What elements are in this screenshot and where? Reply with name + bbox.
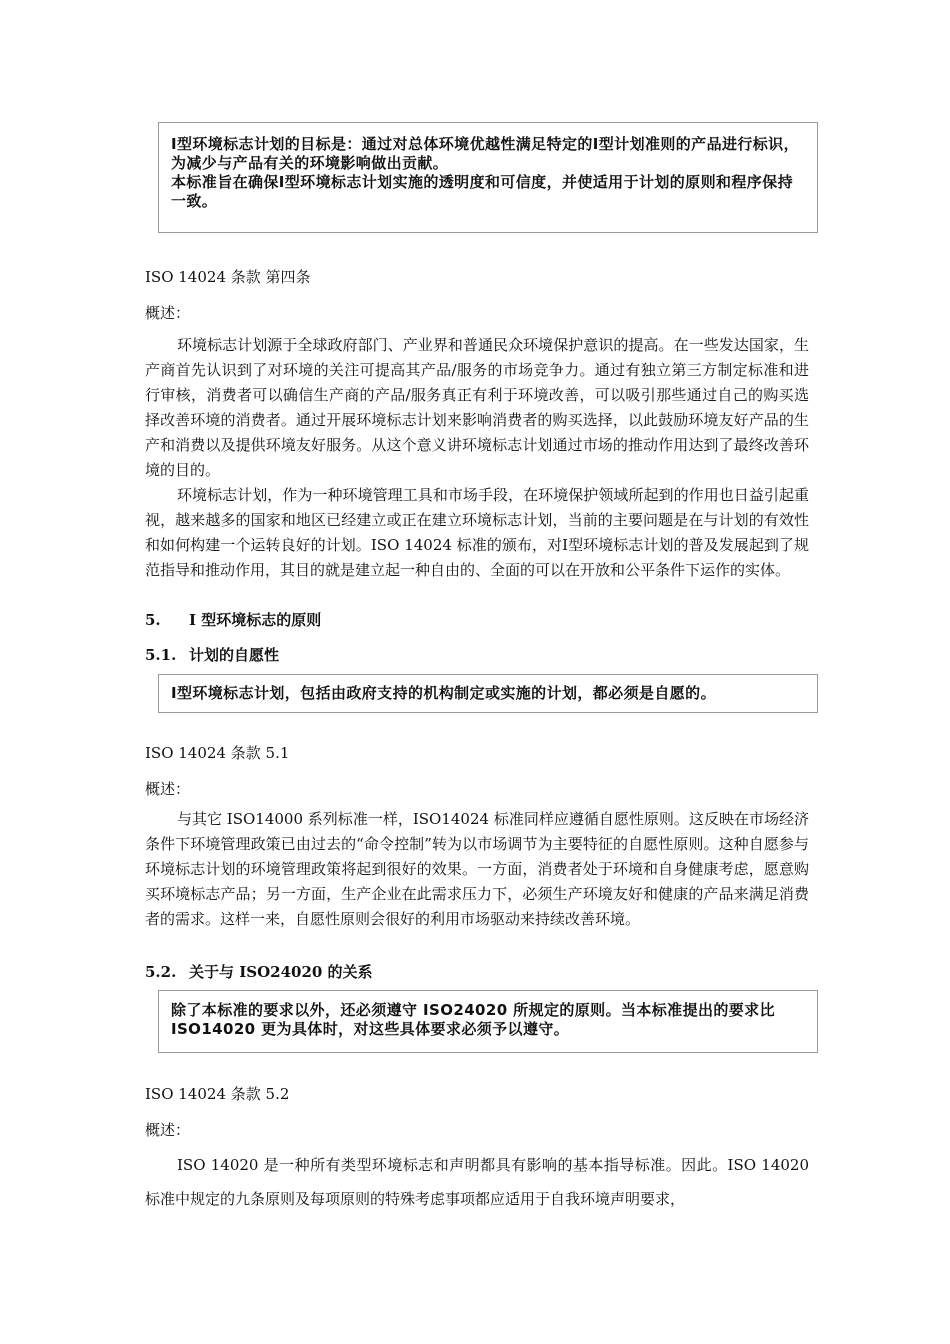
section-heading-5-2: [145, 961, 373, 982]
section-title: 计划的自愿性: [189, 646, 280, 664]
clause-reference-5-1: ISO 14024 条款 5.1: [145, 744, 290, 762]
overview-paragraph-4: ISO 14020 是一种所有类型环境标志和声明都具有影响的基本指导标准。因此。ISO 14020 标准中规定的九条原则及每项原则的特殊考虑事项都应适用于自我环境声明要求，: [145, 1156, 809, 1208]
section-heading-5: [145, 609, 321, 630]
section-title: I 型环境标志的原则: [189, 611, 322, 629]
scope-text: 本标准旨在确保Ⅰ型环境标志计划实施的透明度和可信度，并使适用于计划的原则和程序保持一致。: [171, 173, 793, 210]
section-heading-5-1: [145, 644, 279, 665]
overview-paragraph-3: 与其它 ISO14000 系列标准一样，ISO14024 标准同样应遵循自愿性原则。这反映在市场经济条件下环境管理政策已由过去的“命令控制”转为以市场调节为主要特征的自愿性原则。这种自愿参与环境标志计划的环境管理政策将起到很好的效果。一方面，消费者处于环境和自身健康考虑，愿意购买环境标志产品；另一方面，生产企业在此需求压力下，必须生产环境友好和健康的产品来满足消费者的需求。这样一来，自愿性原则会很好的利用市场驱动来持续改善环境。: [145, 810, 809, 928]
section-number: 5.1.: [145, 646, 177, 664]
section-number: 5.: [145, 611, 161, 629]
summary-label: 概述：: [145, 780, 191, 798]
clause-reference-5-2: ISO 14024 条款 5.2: [145, 1085, 290, 1103]
objective-text: I型环境标志计划的目标是：通过对总体环境优越性满足特定的Ⅰ型计划准则的产品进行标识，为减少与产品有关的环境影响做出贡献。: [171, 135, 799, 172]
overview-paragraph-2: 环境标志计划，作为一种环境管理工具和市场手段，在环境保护领域所起到的作用也日益引起重视，越来越多的国家和地区已经建立或正在建立环境标志计划，当前的主要问题是在与计划的有效性和如何构建一个运转良好的计划。ISO 14024 标准的颁布，对Ⅰ型环境标志计划的普及发展起到了规范指导和推动作用，其目的就是建立起一种自由的、全面的可以在开放和公平条件下运作的实体。: [145, 486, 809, 579]
requirement-box-voluntary: [158, 674, 818, 713]
requirement-box-iso14020: [158, 990, 818, 1053]
iso14020-relation-text: 除了本标准的要求以外，还必须遵守 ISO24020 所规定的原则。当本标准提出的要求比 ISO14020 更为具体时，对这些具体要求必须予以遵守。: [171, 1001, 775, 1038]
section-number: 5.2.: [145, 963, 177, 981]
requirement-box-objective: [158, 122, 818, 233]
overview-paragraph-1: 环境标志计划源于全球政府部门、产业界和普通民众环境保护意识的提高。在一些发达国家，生产商首先认识到了对环境的关注可提高其产品/服务的市场竞争力。通过有独立第三方制定标准和进行审核，消费者可以确信生产商的产品/服务真正有利于环境改善，可以吸引那些通过自己的购买选择改善环境的消费者。通过开展环境标志计划来影响消费者的购买选择，以此鼓励环境友好产品的生产和消费以及提供环境友好服务。从这个意义讲环境标志计划通过市场的推动作用达到了最终改善环境的目的。: [145, 336, 809, 479]
summary-label: 概述：: [145, 304, 191, 322]
clause-reference-4: ISO 14024 条款 第四条: [145, 268, 311, 286]
summary-label: 概述：: [145, 1121, 191, 1139]
voluntary-text: I型环境标志计划，包括由政府支持的机构制定或实施的计划，都必须是自愿的。: [171, 684, 716, 702]
section-title: 关于与 ISO24020 的关系: [189, 963, 373, 981]
